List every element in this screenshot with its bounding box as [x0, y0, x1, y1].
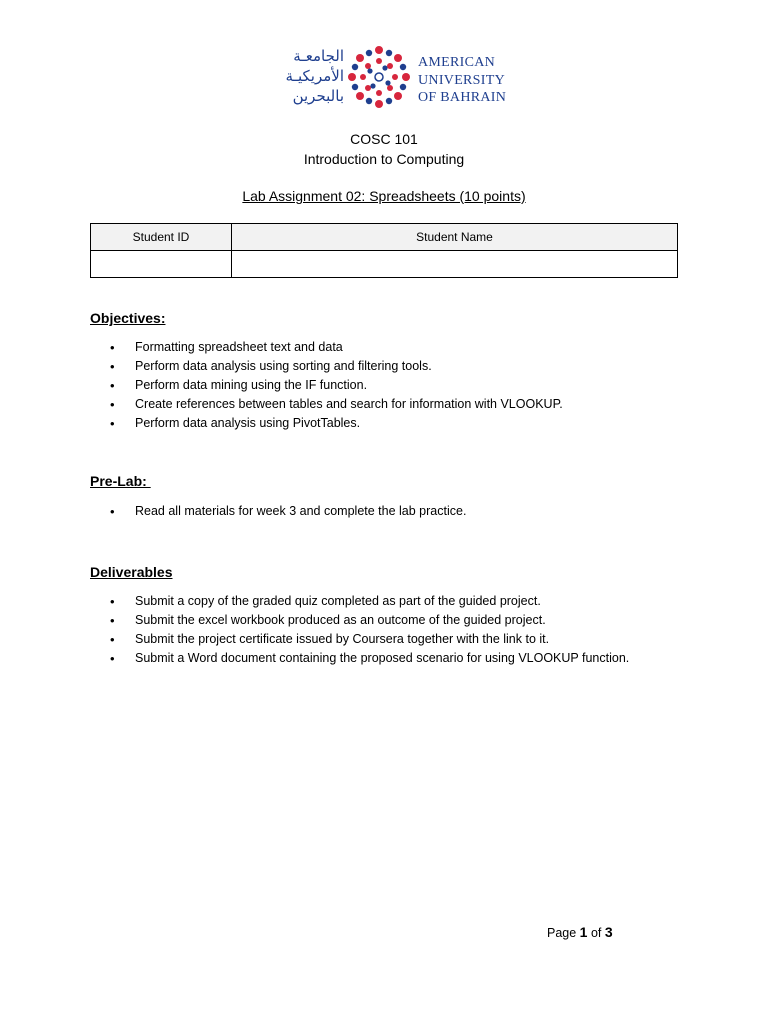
- table-header-row: [91, 224, 678, 251]
- list-item: • Submit a Word document containing the proposed scenario for using VLOOKUP function.: [110, 649, 629, 668]
- page-total: 3: [604, 924, 613, 940]
- objectives-list: [110, 338, 563, 433]
- logo-english-line: AMERICAN: [418, 55, 496, 70]
- logo-arabic-text: [260, 46, 344, 106]
- list-item: • Submit the project certificate issued by Coursera together with the link to it.: [110, 630, 629, 649]
- student-info-table: [90, 223, 678, 278]
- assignment-title: Lab Assignment 02: Spreadsheets (10 points): [242, 188, 526, 204]
- page-number: [547, 924, 613, 940]
- list-item: • Submit a copy of the graded quiz completed as part of the guided project.: [110, 592, 629, 611]
- list-item: • Perform data mining using the IF function.: [110, 376, 563, 395]
- university-emblem-icon: [346, 44, 412, 110]
- list-item: • Formatting spreadsheet text and data: [110, 338, 563, 357]
- deliverables-list: [110, 592, 629, 668]
- logo-arabic-line: الجامعـة: [293, 47, 344, 65]
- course-title: Introduction to Computing: [303, 151, 465, 167]
- logo-arabic-line: بالبحرين: [292, 87, 344, 105]
- prelab-heading: Pre-Lab:: [90, 473, 151, 489]
- objectives-heading: Objectives:: [90, 310, 166, 326]
- university-logo: [260, 42, 510, 114]
- list-item: • Perform data analysis using PivotTables.: [110, 414, 563, 433]
- page-label: Page: [547, 926, 580, 940]
- logo-english-line: UNIVERSITY: [418, 72, 505, 88]
- deliverables-heading: Deliverables: [90, 564, 173, 580]
- logo-english-line: OF BAHRAIN: [418, 90, 507, 105]
- student-id-header: Student ID: [91, 224, 232, 251]
- list-item: • Perform data analysis using sorting and filtering tools.: [110, 357, 563, 376]
- logo-arabic-line: الأمريكيـة: [285, 67, 344, 85]
- student-name-cell[interactable]: [232, 251, 678, 278]
- logo-english-text: [418, 54, 506, 107]
- page-current: 1: [579, 924, 588, 940]
- prelab-list: [110, 502, 466, 521]
- list-item: • Create references between tables and search for information with VLOOKUP.: [110, 395, 563, 414]
- list-item: • Read all materials for week 3 and complete the lab practice.: [110, 502, 466, 521]
- of-label: of: [587, 926, 605, 940]
- student-name-header: Student Name: [232, 224, 678, 251]
- list-item: • Submit the excel workbook produced as an outcome of the guided project.: [110, 611, 629, 630]
- course-code: COSC 101: [350, 131, 418, 147]
- student-id-cell[interactable]: [91, 251, 232, 278]
- table-row: [91, 251, 678, 278]
